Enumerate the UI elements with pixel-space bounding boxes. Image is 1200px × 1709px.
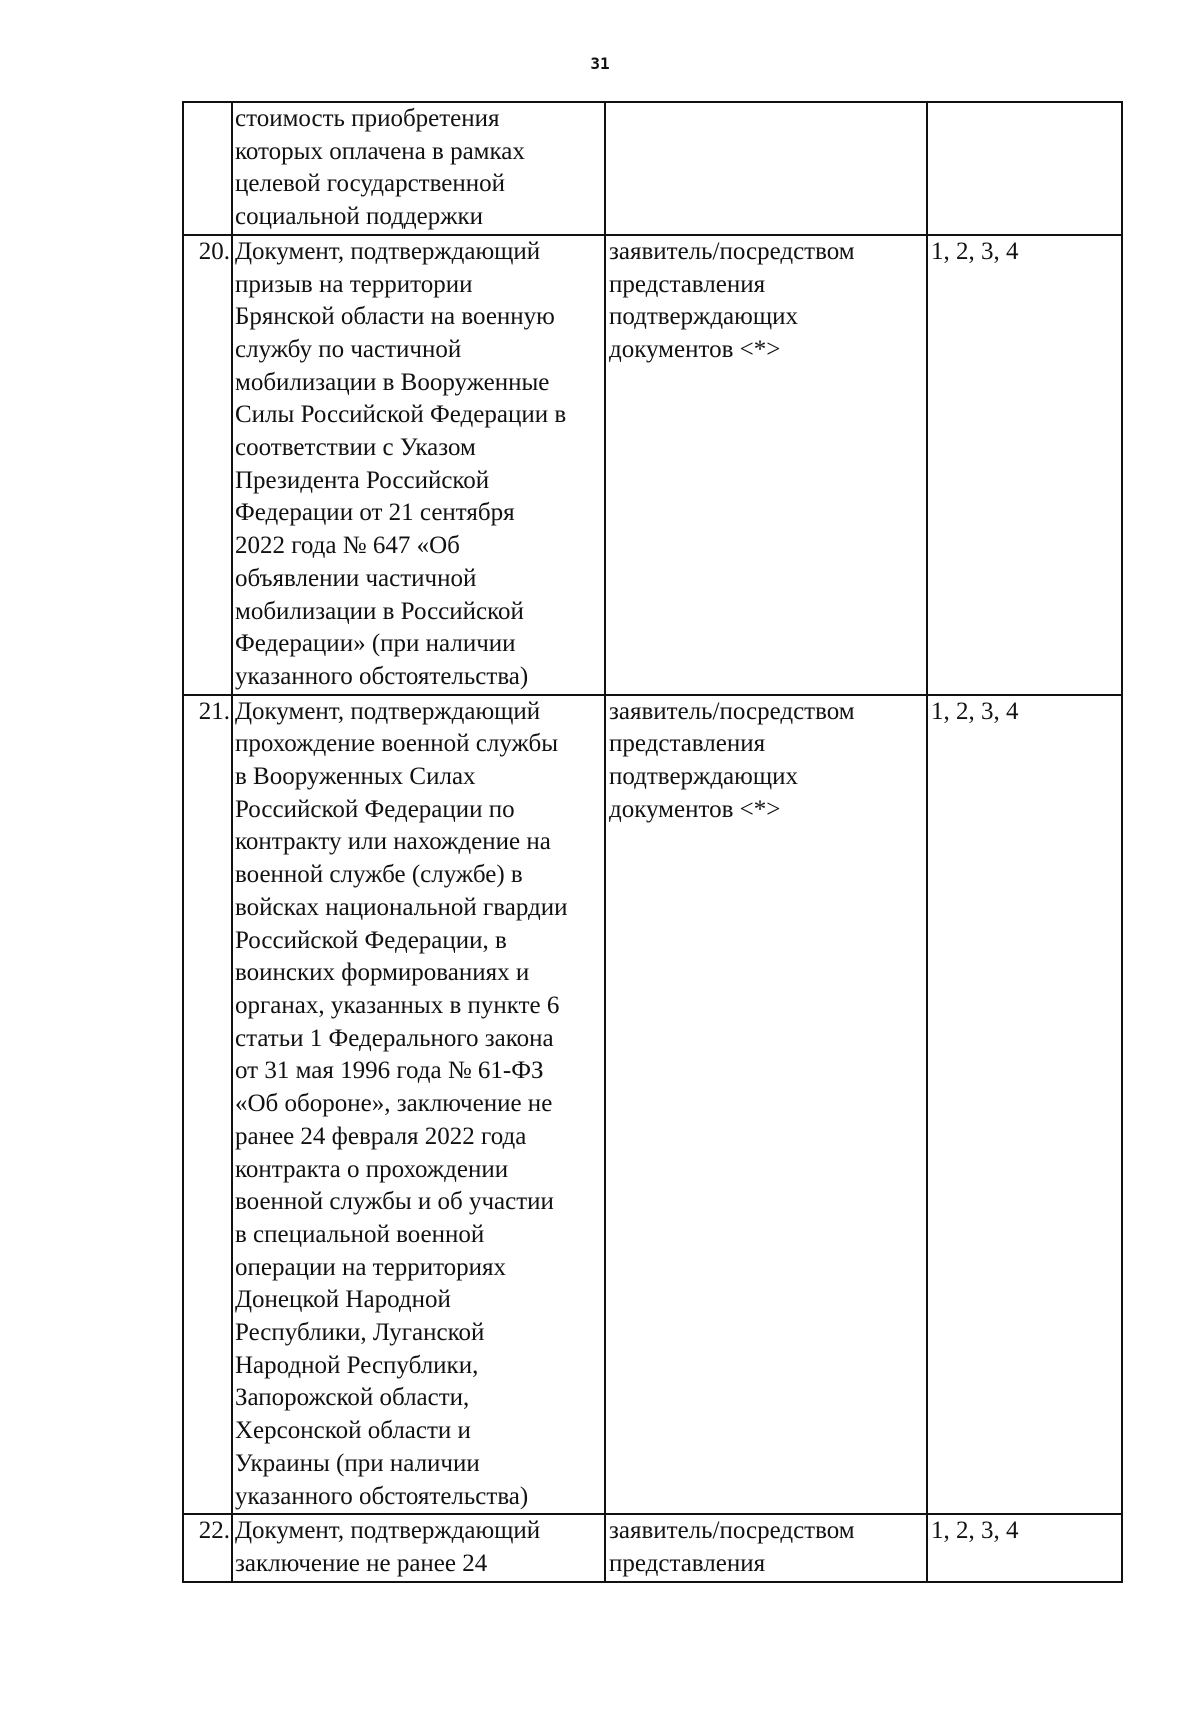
row-number: 22.	[183, 1514, 232, 1581]
description-line: органах, указанных в пункте 6	[235, 991, 560, 1019]
description-line: указанного обстоятельства)	[235, 662, 529, 690]
applicable-codes: 1, 2, 3, 4	[927, 235, 1122, 695]
description-line: от 31 мая 1996 года № 61-ФЗ	[235, 1057, 544, 1085]
source-line: заявитель/посредством	[609, 697, 855, 725]
description-line: Украины (при наличии	[235, 1449, 480, 1477]
description-line: операции на территориях	[235, 1253, 507, 1281]
source-line: документов <*>	[609, 335, 781, 363]
description-line: Документ, подтверждающий	[235, 1517, 541, 1545]
description-line: Республики, Луганской	[235, 1319, 485, 1347]
description-line: войсках национальной гвардии	[235, 893, 568, 921]
source-line: представления	[609, 1549, 766, 1577]
description-line: Президента Российской	[235, 466, 490, 494]
applicable-codes: 1, 2, 3, 4	[927, 1514, 1122, 1581]
description-line: воинских формированиях и	[235, 959, 530, 987]
description-line: Федерации от 21 сентября	[235, 499, 515, 527]
source-line: представления	[609, 270, 766, 298]
document-description	[232, 235, 605, 695]
table-row	[183, 235, 1122, 695]
source-line: подтверждающих	[609, 763, 798, 791]
description-line: в специальной военной	[235, 1220, 485, 1248]
documents-table-body	[183, 102, 1122, 1582]
description-line: 2022 года № 647 «Об	[235, 532, 460, 560]
row-number	[183, 102, 232, 235]
description-line: Народной Республики,	[235, 1351, 479, 1379]
description-line: целевой государственной	[235, 170, 505, 198]
description-line: прохождение военной службы	[235, 730, 558, 758]
description-line: объявлении частичной	[235, 564, 477, 592]
document-description	[232, 102, 605, 235]
document-source	[605, 102, 927, 235]
description-line: призыв на территории	[235, 270, 473, 298]
source-line: документов <*>	[609, 795, 781, 823]
description-line: заключение не ранее 24	[235, 1549, 488, 1577]
document-description	[232, 1514, 605, 1581]
description-line: в Вооруженных Силах	[235, 763, 476, 791]
description-line: Российской Федерации, в	[235, 926, 507, 954]
description-line: ранее 24 февраля 2022 года	[235, 1122, 527, 1150]
documents-table	[182, 101, 1123, 1583]
description-line: Документ, подтверждающий	[235, 237, 541, 265]
description-line: «Об обороне», заключение не	[235, 1090, 553, 1118]
description-line: которых оплачена в рамках	[235, 137, 525, 165]
table-row	[183, 1514, 1122, 1581]
description-line: указанного обстоятельства)	[235, 1482, 529, 1510]
description-line: мобилизации в Вооруженные	[235, 368, 550, 396]
applicable-codes: 1, 2, 3, 4	[927, 695, 1122, 1515]
source-line: подтверждающих	[609, 303, 798, 331]
document-source	[605, 695, 927, 1515]
description-line: статьи 1 Федерального закона	[235, 1024, 554, 1052]
description-line: Брянской области на военную	[235, 303, 555, 331]
document-source	[605, 235, 927, 695]
row-number: 21.	[183, 695, 232, 1515]
source-line: заявитель/посредством	[609, 237, 855, 265]
document-description	[232, 695, 605, 1515]
description-line: военной службе (службе) в	[235, 861, 523, 889]
description-line: мобилизации в Российской	[235, 597, 524, 625]
description-line: военной службы и об участии	[235, 1188, 554, 1216]
source-line: представления	[609, 730, 766, 758]
row-number: 20.	[183, 235, 232, 695]
description-line: Документ, подтверждающий	[235, 697, 541, 725]
description-line: стоимость приобретения	[235, 105, 500, 132]
applicable-codes	[927, 102, 1122, 235]
description-line: службу по частичной	[235, 335, 462, 363]
description-line: Херсонской области и	[235, 1417, 471, 1445]
description-line: Запорожской области,	[235, 1384, 470, 1412]
description-line: контракту или нахождение на	[235, 828, 551, 856]
source-line: заявитель/посредством	[609, 1517, 855, 1545]
page-number: 31	[590, 54, 610, 73]
description-line: Российской Федерации по	[235, 795, 515, 823]
table-row	[183, 102, 1122, 235]
description-line: Федерации» (при наличии	[235, 630, 516, 658]
description-line: социальной поддержки	[235, 203, 484, 231]
description-line: Силы Российской Федерации в	[235, 401, 567, 429]
description-line: контракта о прохождении	[235, 1155, 509, 1183]
document-source	[605, 1514, 927, 1581]
description-line: Донецкой Народной	[235, 1286, 451, 1314]
table-row	[183, 695, 1122, 1515]
description-line: соответствии с Указом	[235, 434, 476, 462]
